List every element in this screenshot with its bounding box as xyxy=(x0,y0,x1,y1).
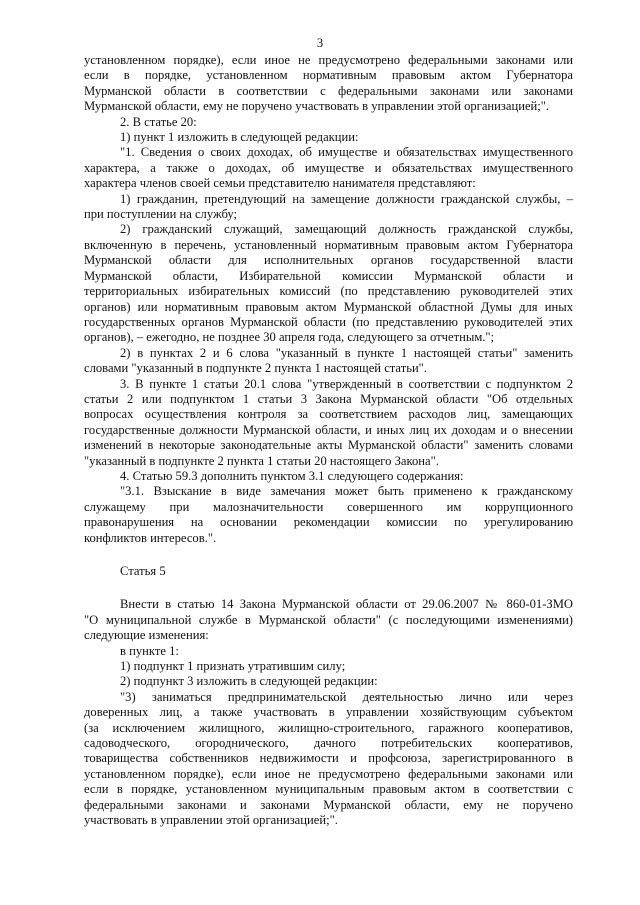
text-line: словами "указанный в подпункте 2 пункта 1 настоящей статьи". xyxy=(84,361,427,376)
text-line: 2) гражданский служащий, замещающий должность гражданской службы, xyxy=(120,222,573,237)
text-line: садоводческого, огороднического, дачного потребительских кооперативов, xyxy=(84,736,573,751)
text-line: органов) или нормативным правовым актом Мурманской областной Думы для иных xyxy=(84,299,573,314)
text-line: участвовать в управлении этой организацией;". xyxy=(84,813,338,828)
article-4-continuation xyxy=(84,53,573,546)
text-line: установленном порядке), если иное не предусмотрено федеральными законами или xyxy=(84,766,573,781)
text-line: конфликтов интересов.". xyxy=(84,530,217,545)
text-line: 3. В пункте 1 статьи 20.1 слова "утвержденный в соответствии с подпунктом 2 xyxy=(120,376,573,391)
text-line: государственных органов Мурманской области (по представлению руководителей этих xyxy=(84,314,573,329)
text-line: государственные должности Мурманской области, и иных лиц их доходам и о внесении xyxy=(84,422,573,437)
text-line: установленном порядке), если иное не предусмотрено федеральными законами или xyxy=(84,53,573,67)
text-line: 2) подпункт 3 изложить в следующей редакции: xyxy=(120,674,378,689)
text-line: Мурманской области, Избирательной комиссии Мурманской области и xyxy=(84,268,573,283)
text-line: "3) заниматься предпринимательской деятельностью лично или через xyxy=(120,689,573,704)
text-line: территориальных избирательных комиссий (по представлению руководителей этих xyxy=(84,284,573,299)
text-line: 1) подпункт 1 признать утратившим силу; xyxy=(120,659,346,674)
text-line: при поступлении на службу; xyxy=(84,207,238,222)
text-line: статьи 2 или подпунктом 1 статьи 3 Закона Мурманской области "Об отдельных xyxy=(84,391,573,406)
text-line: изменений в некоторые законодательные акты Мурманской области" заменить словами xyxy=(84,438,573,453)
text-line: "1. Сведения о своих доходах, об имуществе и обязательствах имущественного xyxy=(120,145,573,160)
text-line: следующие изменения: xyxy=(84,628,209,643)
text-line: доверенных лиц, а также участвовать в управлении хозяйствующим субъектом xyxy=(84,705,573,720)
text-line: 1) гражданин, претендующий на замещение должности гражданской службы, – xyxy=(120,191,573,206)
text-line: Мурманской области для исполнительных органов государственной власти xyxy=(84,253,573,268)
text-line: 2. В статье 20: xyxy=(120,114,197,129)
text-line: Внести в статью 14 Закона Мурманской области от 29.06.2007 № 860-01-ЗМО xyxy=(120,597,573,612)
text-line: характера, а также о доходах, об имуществе и обязательствах имущественного xyxy=(84,160,573,175)
text-line: (за исключением жилищного, жилищно-строительного, гаражного кооперативов, xyxy=(84,720,573,735)
text-line: включенную в перечень, установленный нормативным правовым актом Губернатора xyxy=(84,237,573,252)
text-line: 4. Статью 59.3 дополнить пунктом 3.1 следующего содержания: xyxy=(120,468,464,483)
text-line: Мурманской области в соответствии с федеральными законами или законами xyxy=(84,83,573,98)
text-line: в пункте 1: xyxy=(120,643,179,658)
text-line: вопросах осуществления контроля за соответствием расходов лиц, замещающих xyxy=(84,407,573,422)
text-line: 2) в пунктах 2 и 6 слова "указанный в пункте 1 настоящей статьи" заменить xyxy=(120,345,573,360)
text-line: служащему при малозначительности совершенного им коррупционного xyxy=(84,499,573,514)
text-line: правонарушения на основании рекомендации комиссии по урегулированию xyxy=(84,515,573,530)
text-line: "указанный в подпункте 2 пункта 1 статьи 20 настоящего Закона". xyxy=(84,453,439,468)
text-line: если в порядке, установленном муниципальным правовым актом в соответствии с xyxy=(84,782,573,797)
text-line: товарищества собственников недвижимости и профсоюза, зарегистрированного в xyxy=(84,751,573,766)
text-line: Мурманской области, ему не поручено участвовать в управлении этой организацией;". xyxy=(84,99,550,114)
article-5-text xyxy=(84,597,573,828)
page-number: 3 xyxy=(316,36,324,50)
text-line: "О муниципальной службе в Мурманской области" (с последующими изменениями) xyxy=(84,612,573,627)
text-line: федеральными законами и законами Мурманской области, ему не поручено xyxy=(84,797,573,812)
text-line: "3.1. Взыскание в виде замечания может быть применено к гражданскому xyxy=(120,484,573,499)
text-line: если в порядке, установленном нормативным правовым актом Губернатора xyxy=(84,68,573,83)
text-line: 1) пункт 1 изложить в следующей редакции: xyxy=(120,130,359,145)
article-heading: Статья 5 xyxy=(120,564,166,578)
text-line: органов), – ежегодно, не позднее 30 апреля года, следующего за отчетным."; xyxy=(84,330,495,345)
document-body xyxy=(84,53,573,829)
text-line: характера членов своей семьи представителю нанимателя представляют: xyxy=(84,176,476,191)
